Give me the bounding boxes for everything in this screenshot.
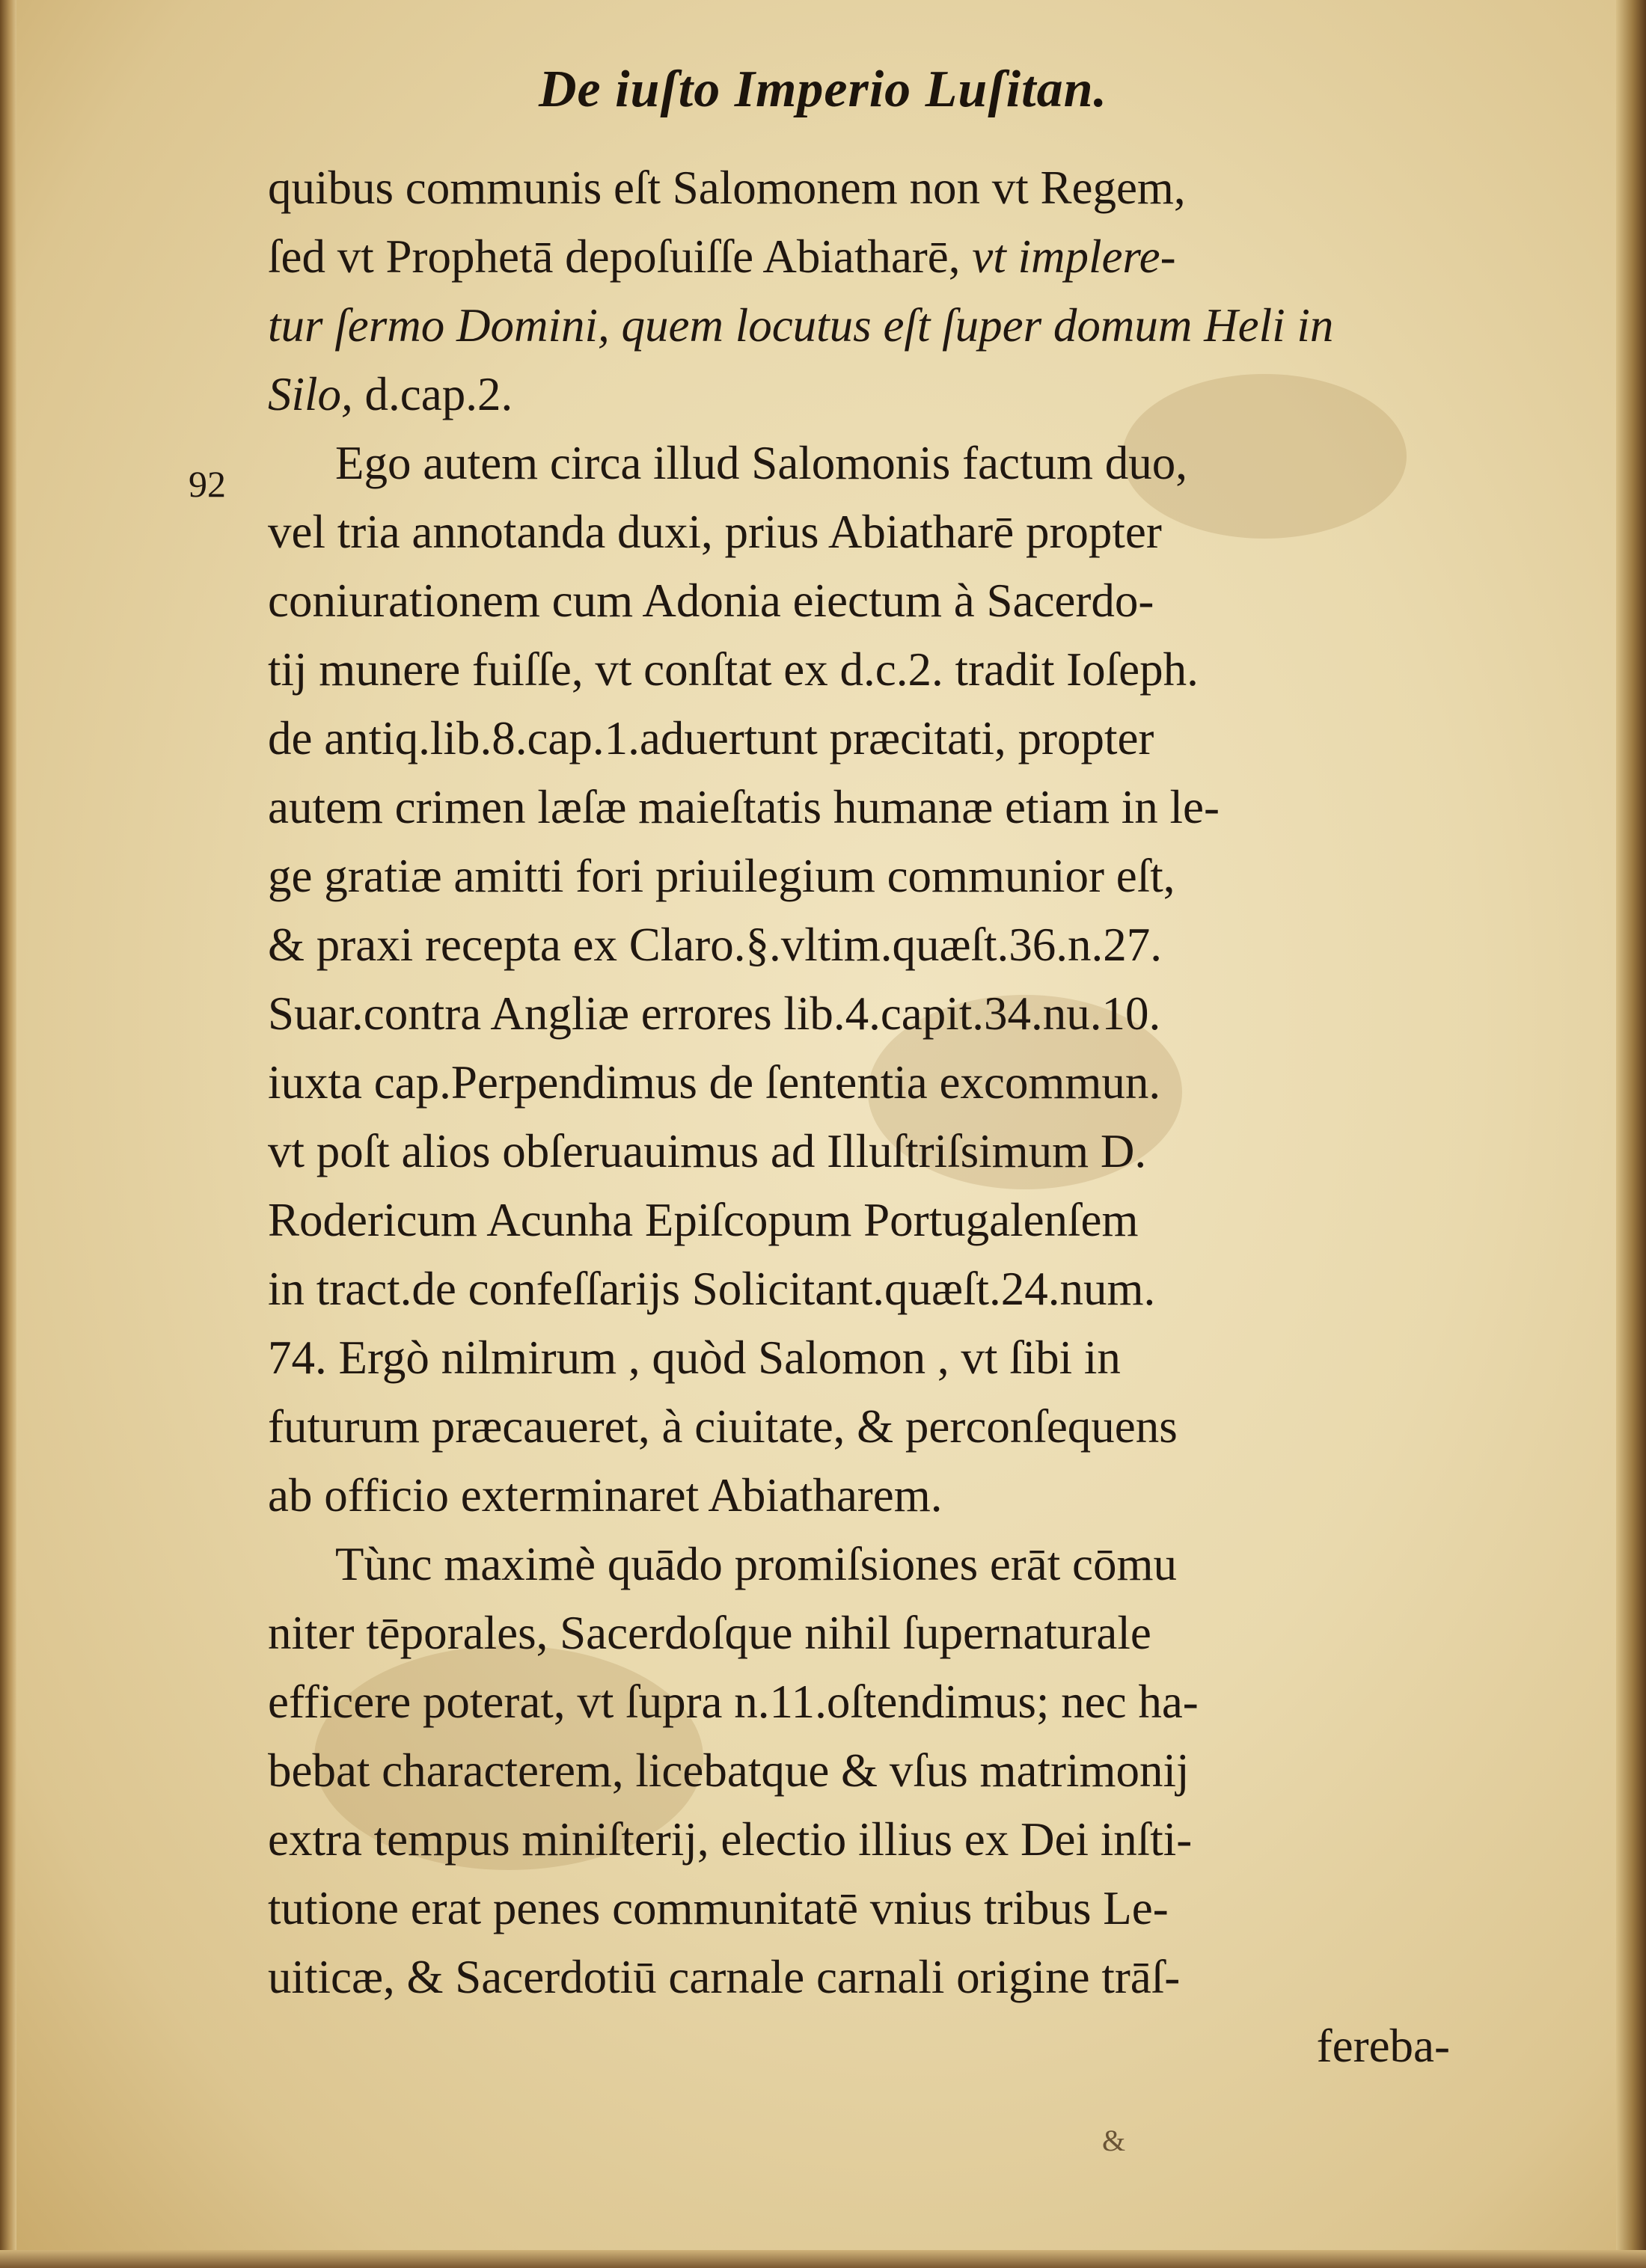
text-segment: 74. Ergò nilmirum , quòd Salomon , vt ſibi in <box>268 1331 1121 1384</box>
text-line <box>268 1599 1450 1667</box>
text-line <box>268 153 1450 222</box>
text-segment: uiticæ, & Sacerdotiū carnale carnali origine trāſ- <box>268 1951 1181 2003</box>
text-line <box>268 566 1450 635</box>
text-line <box>268 1667 1450 1736</box>
text-line <box>268 842 1450 910</box>
text-line <box>268 1736 1450 1805</box>
text-line <box>268 429 1450 497</box>
italic-text-segment: vt implere- <box>972 230 1176 283</box>
text-segment: Tùnc maximè quādo promiſsiones erāt cōmu <box>335 1538 1177 1590</box>
text-segment: fereba- <box>1316 2020 1450 2072</box>
text-segment: Ego autem circa illud Salomonis factum duo, <box>335 437 1187 489</box>
text-line <box>268 497 1450 566</box>
text-segment: autem crimen læſæ maieſtatis humanæ etiam in le- <box>268 781 1220 833</box>
italic-text-segment: tur ſermo Domini, quem locutus eſt ſuper domum Heli in <box>268 299 1334 352</box>
text-segment: efficere poterat, vt ſupra n.11.oſtendimus; nec ha- <box>268 1676 1199 1728</box>
text-line <box>268 222 1450 291</box>
text-segment: vel tria annotanda duxi, prius Abiatharē propter <box>268 506 1162 558</box>
text-segment: Rodericum Acunha Epiſcopum Portugalenſem <box>268 1194 1139 1246</box>
page-left-edge <box>0 0 16 2268</box>
text-segment: de antiq.lib.8.cap.1.aduertunt præcitati, propter <box>268 712 1154 764</box>
text-line <box>268 1943 1450 2011</box>
text-line <box>268 1186 1450 1254</box>
text-segment: ſed vt Prophetā depoſuiſſe Abiatharē, <box>268 230 973 283</box>
text-segment: quibus communis eſt Salomonem non vt Regem, <box>268 162 1186 214</box>
text-line <box>268 1530 1450 1599</box>
text-segment: bebat characterem, licebatque & vſus matrimonij <box>268 1744 1190 1797</box>
page-bottom-edge <box>0 2250 1646 2268</box>
text-line <box>268 1805 1450 1874</box>
text-segment: ab officio exterminaret Abiatharem. <box>268 1469 943 1521</box>
text-line <box>268 1254 1450 1323</box>
text-line <box>268 773 1450 842</box>
text-segment: Suar.contra Angliæ errores lib.4.capit.34.nu.10. <box>268 987 1161 1040</box>
text-line <box>268 360 1450 429</box>
text-segment: tutione erat penes communitatē vnius tribus Le- <box>268 1882 1169 1934</box>
text-line <box>268 1874 1450 1943</box>
text-line <box>268 635 1450 704</box>
text-segment: niter tēporales, Sacerdoſque nihil ſupernaturale <box>268 1607 1151 1659</box>
text-segment: futurum præcaueret, à ciuitate, & perconſequens <box>268 1400 1178 1453</box>
text-segment: iuxta cap.Perpendimus de ſententia excommun. <box>268 1056 1161 1109</box>
body-text <box>268 153 1450 2080</box>
text-line <box>268 291 1450 360</box>
text-line <box>268 1461 1450 1530</box>
text-segment: tij munere fuiſſe, vt conſtat ex d.c.2. tradit Ioſeph. <box>268 643 1199 696</box>
text-line <box>268 1392 1450 1461</box>
text-segment: extra tempus miniſterij, electio illius ex Dei inſti- <box>268 1813 1193 1866</box>
text-line <box>268 1323 1450 1392</box>
text-line <box>268 910 1450 979</box>
italic-text-segment: Silo, <box>268 368 353 420</box>
text-segment: & praxi recepta ex Claro.§.vltim.quæſt.36.n.27. <box>268 919 1163 971</box>
text-line <box>268 1048 1450 1117</box>
margin-paragraph-number: 92 <box>189 463 226 505</box>
text-line <box>268 704 1450 773</box>
text-line <box>268 979 1450 1048</box>
text-segment: ge gratiæ amitti fori priuilegium communior eſt, <box>268 850 1175 902</box>
text-segment: in tract.de confeſſarijs Solicitant.quæſt.24.num. <box>268 1263 1156 1315</box>
signature-mark: & <box>1102 2124 1126 2157</box>
text-line <box>268 2011 1450 2080</box>
text-segment: d.cap.2. <box>352 368 513 420</box>
page-right-edge <box>1616 0 1646 2268</box>
text-segment: coniurationem cum Adonia eiectum à Sacerdo- <box>268 574 1154 627</box>
text-line <box>268 1117 1450 1186</box>
running-title: De iuſto Imperio Luſitan. <box>538 61 1108 118</box>
text-segment: vt poſt alios obſeruauimus ad Illuſtriſsimum D. <box>268 1125 1147 1177</box>
